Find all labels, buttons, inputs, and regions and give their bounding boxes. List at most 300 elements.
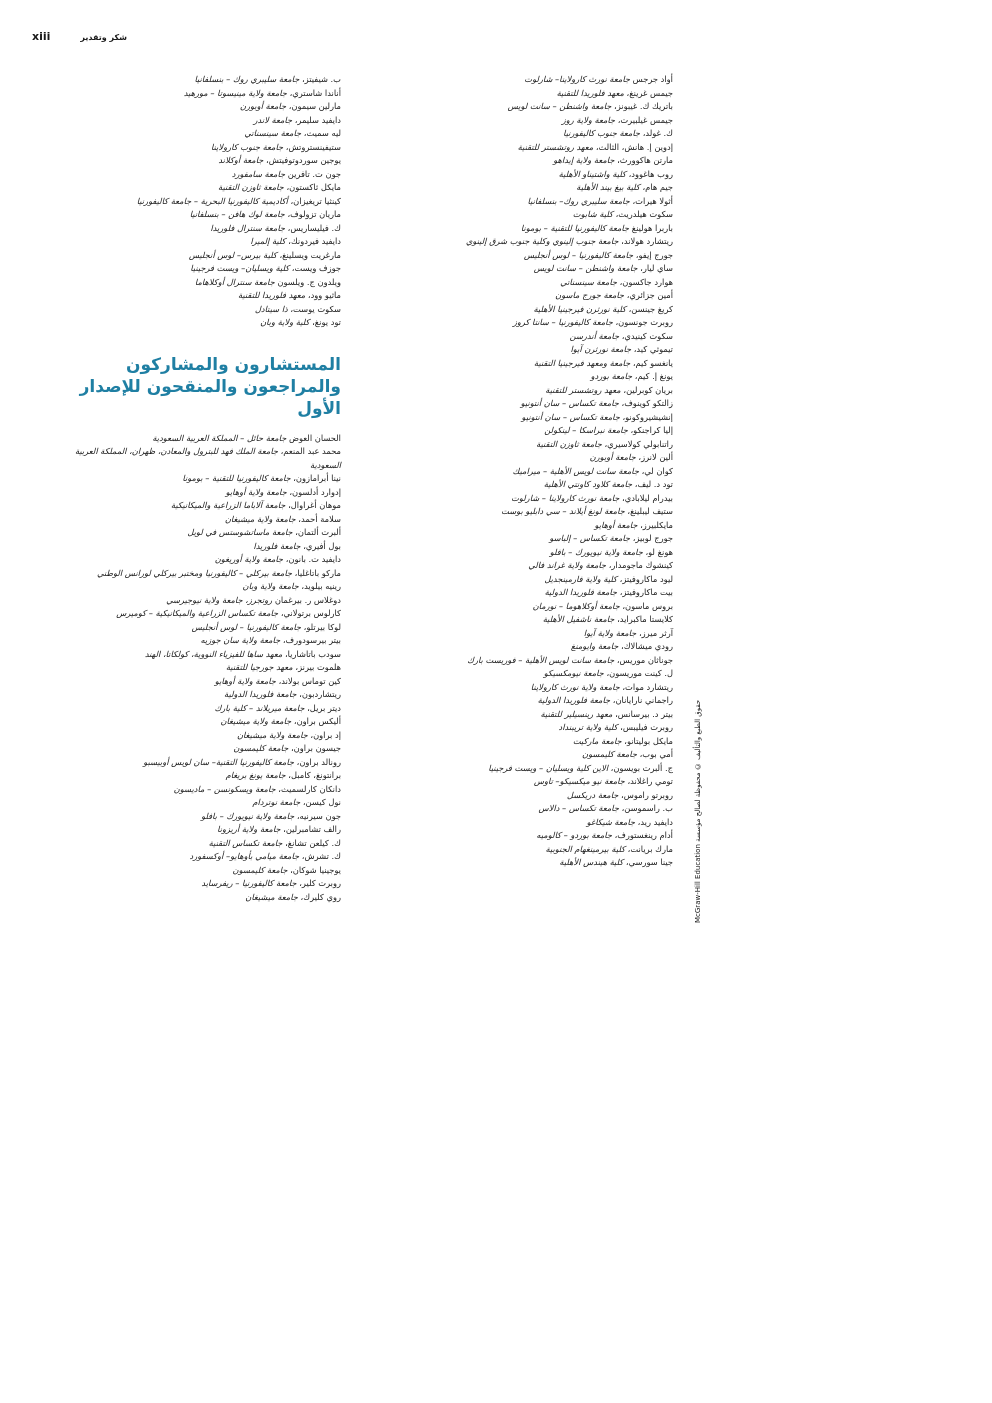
- reviewer-entry: [400, 249, 673, 263]
- reviewer-entry: [400, 181, 673, 195]
- reviewer-institution: معهد ساها للفيزياء النووية، كولكاتا، الهند: [144, 648, 283, 659]
- reviewer-institution: جامعة بيركلي – كاليفورنيا ومختبر بيركلي لورانس الوطني: [96, 567, 293, 578]
- reviewer-institution: معهد رينسيلير للتقنية: [540, 708, 613, 719]
- reviewer-name: ريتشارد موات،: [622, 681, 673, 692]
- reviewer-entry: [400, 681, 673, 695]
- reviewer-institution: جامعة فلوريدا الدولية: [544, 587, 618, 597]
- reviewer-institution: أكاديمية كاليفورنيا البحرية – جامعة كاليفورنيا: [136, 195, 288, 206]
- reviewer-entry: [52, 661, 341, 675]
- reviewer-entry: [400, 316, 673, 330]
- acknowledgements-left-column: [52, 73, 341, 904]
- reviewer-entry: [52, 594, 341, 608]
- reviewer-name: يوجين سوردوتوفيتش،: [266, 155, 341, 165]
- reviewer-entry: [52, 249, 341, 263]
- reviewer-entry: [52, 445, 341, 472]
- reviewer-entry: [52, 222, 341, 236]
- reviewer-name: هونغ لو،: [645, 546, 673, 557]
- reviewer-entry: [400, 127, 673, 141]
- reviewer-name: جيسون براون،: [290, 743, 341, 753]
- reviewer-entry: [400, 438, 673, 452]
- reviewer-name: روبرتو راموس،: [621, 789, 673, 800]
- running-title: شكر وتقدير: [80, 33, 128, 42]
- reviewer-institution: جامعة تكساس – سان أنتونيو: [521, 411, 620, 422]
- reviewer-entry: [52, 303, 341, 317]
- reviewer-entry: [400, 343, 673, 357]
- reviewer-entry: [52, 891, 341, 905]
- reviewer-name: كوان لي،: [641, 465, 673, 476]
- reviewer-entry: [400, 114, 673, 128]
- reviewer-institution: جامعة وايومنغ: [570, 641, 619, 651]
- reviewer-institution: جامعة ميامي بأوهايو– أوكسفورد: [189, 851, 300, 861]
- reviewer-institution: جامعة ولاية ميشيغان: [224, 513, 296, 524]
- reviewer-name: مايكل ثاكستون،: [286, 182, 341, 192]
- reviewer-entry: [52, 688, 341, 702]
- reviewer-institution: جامعة سليبري روك– بنسلفانيا: [527, 195, 630, 206]
- reviewer-entry: [52, 769, 341, 783]
- reviewer-name: أواد جرجس: [632, 74, 673, 84]
- reviewer-name: ألين لانرز،: [638, 452, 673, 462]
- reviewer-name: ك. غولد،: [642, 128, 673, 138]
- reviewer-name: مارغريت ويسلينغ،: [279, 249, 341, 260]
- reviewer-name: سكوت كينيدي،: [621, 330, 673, 341]
- reviewer-institution: جامعة أوكلاهوما – نورمان: [532, 600, 620, 611]
- reviewer-institution: جامعة تكساس – إلباسو: [549, 533, 631, 543]
- reviewer-entry: [400, 762, 673, 776]
- reviewer-name: مارتن هاكوورث،: [617, 155, 673, 165]
- reviewer-name: سكوت هيلدريث،: [615, 209, 673, 219]
- reviewer-entry: [400, 856, 673, 870]
- reviewer-entry: [52, 208, 341, 222]
- reviewer-entry: [52, 432, 341, 446]
- reviewer-institution: جامعة كاليفورنيا – لوس أنجليس: [191, 621, 302, 632]
- reviewer-name: محمد عبد المنعم،: [280, 446, 341, 456]
- reviewer-name: روب هاغوود،: [628, 168, 673, 179]
- reviewer-name: جيمس غرينغ،: [626, 87, 673, 98]
- reviewer-name: يانغسو كيم،: [632, 357, 673, 368]
- reviewer-entry: [400, 708, 673, 722]
- reviewer-entry: [400, 330, 673, 344]
- reviewer-name: ب. شيفيتز،: [301, 74, 341, 84]
- reviewer-name: ك. فيليساريس،: [287, 222, 341, 233]
- reviewer-entry: [52, 235, 341, 249]
- reviewer-institution: الاين كلية ويسليان – ويست فرجينيا: [488, 762, 608, 773]
- reviewer-name: ريتشاردبون،: [299, 689, 341, 699]
- reviewer-institution: جامعة نورثرن آيوا: [570, 344, 632, 354]
- reviewer-name: يونغ إ. كيم،: [634, 371, 673, 381]
- reviewer-name: بريان كوبرلين،: [623, 384, 673, 395]
- reviewer-institution: جامعة ميشيغان: [245, 891, 298, 902]
- reviewer-institution: جامعة نورث كارولاينا– شارلوت: [524, 74, 630, 84]
- reviewer-institution: جامعة سامفورد: [231, 168, 286, 179]
- reviewer-entry: [52, 100, 341, 114]
- reviewer-institution: جامعة أوبورن: [239, 101, 287, 111]
- reviewer-name: كلايستا ماكبرايد،: [617, 614, 673, 624]
- reviewer-entry: [400, 87, 673, 101]
- reviewer-institution: جامعة تكساس التقنية: [208, 837, 283, 848]
- reviewer-name: أمي بوب،: [639, 749, 673, 759]
- reviewer-institution: جامعة ولاية نيويورك – بافلو: [549, 546, 643, 557]
- reviewer-entry: [52, 168, 341, 182]
- reviewer-institution: معهد روتشستر للتقنية: [517, 141, 594, 152]
- reviewers-list-continued: [52, 73, 341, 330]
- reviewer-name: جون سيرنيه،: [296, 810, 341, 821]
- reviewer-name: إدوين إ. هانش، الثالث،: [595, 141, 673, 152]
- reviewer-institution: جامعة أوكلاند: [218, 155, 264, 165]
- reviewer-institution: كلية بيرس– لوس أنجليس: [188, 249, 277, 260]
- reviewer-entry: [400, 357, 673, 371]
- reviewer-name: دانكان كارلسميث،: [278, 783, 341, 794]
- reviewer-entry: [400, 276, 673, 290]
- reviewer-name: سودب باتاشاريا،: [284, 648, 341, 659]
- reviewer-name: دايفيد ت. بانون،: [285, 554, 341, 564]
- reviewer-institution: كلية بيغ بيند الأهلية: [576, 182, 640, 192]
- reviewer-institution: جامعة ولاية مينيسوتا – مورهيد: [183, 87, 287, 98]
- reviewer-institution: جامعة ولاية أوهايو: [214, 675, 276, 686]
- reviewer-name: باتريك ك. غيبونز،: [614, 101, 673, 111]
- reviewer-name: إنشيشيروكونو،: [622, 411, 673, 422]
- reviewer-institution: جامعة لاندر: [253, 114, 293, 125]
- copyright-side-note: حقوق الطبع والتأليف © محفوظة لصالح مؤسسة McGraw-Hill Education: [694, 700, 702, 924]
- reviewer-name: بيتر بيرسودورف،: [282, 635, 341, 645]
- reviewer-entry: [400, 816, 673, 830]
- reviewer-institution: معهد فلوريدا للتقنية: [556, 87, 624, 98]
- reviewer-institution: جامعة كاليفورنيا التقنية– سان لويس أوبيسبو: [143, 756, 295, 767]
- reviewer-entry: [52, 810, 341, 824]
- reviewer-institution: جامعة كاليفورنيا للتقنية – بومونا: [182, 473, 291, 483]
- reviewer-entry: [400, 168, 673, 182]
- reviewer-institution: معهد فلوريدا للتقنية: [237, 290, 306, 300]
- reviewer-entry: [52, 141, 341, 155]
- reviewer-entry: [52, 276, 341, 290]
- reviewer-name: ماريان تزولوف،: [287, 209, 341, 219]
- reviewer-name: ليود ماكاروفيتز،: [619, 573, 673, 584]
- reviewer-institution: كلية ولاية تريبنداد: [558, 722, 618, 732]
- reviewer-institution: جامعة ميريلاند – كلية بارك: [214, 702, 305, 713]
- reviewer-name: ك. كيلعن تشانغ،: [285, 837, 341, 848]
- reviewer-name: أناندا شاستري،: [289, 87, 341, 98]
- reviewer-institution: معهد جورجيا للتقنية: [225, 662, 293, 672]
- reviewer-institution: جامعة ولاية سان جوزيه: [200, 635, 281, 645]
- page-header: [32, 30, 127, 43]
- reviewer-institution: جامعة ولاية أريزونا: [217, 824, 281, 834]
- reviewer-name: آرثر ميرز،: [638, 627, 673, 638]
- reviewer-institution: جامعة سانت لويس الأهلية – ميراميك: [512, 465, 639, 476]
- reviewer-institution: جامعة ولاية ميشيغان: [220, 716, 292, 726]
- reviewer-entry: [400, 235, 673, 249]
- reviewer-entry: [52, 73, 341, 87]
- reviewer-name: ديتر بريل،: [307, 702, 341, 713]
- reviewer-entry: [400, 519, 673, 533]
- reviewer-entry: [52, 648, 341, 662]
- reviewer-name: ماركو باتاغليا،: [294, 567, 341, 578]
- reviewer-entry: [400, 586, 673, 600]
- reviewer-entry: [400, 627, 673, 641]
- reviewer-institution: جامعة سنترال فلوريدا: [210, 222, 286, 233]
- reviewer-name: تود د. ليف،: [634, 479, 673, 489]
- reviewer-entry: [400, 802, 673, 816]
- reviewer-name: نينا أبرامازون،: [293, 473, 341, 483]
- reviewer-institution: جامعة سينسناتي: [560, 276, 617, 287]
- reviewer-name: أليكس براون،: [293, 716, 341, 726]
- reviewer-entry: [400, 465, 673, 479]
- reviewer-name: تود يونغ،: [312, 317, 341, 327]
- reviewer-name: ويلدون ج. ويلسون: [277, 276, 341, 287]
- reviewer-institution: جامعة ولاية نورث كارولاينا: [530, 681, 620, 692]
- reviewer-institution: جامعة فلوريدا الدولية: [537, 695, 611, 705]
- reviewer-entry: [52, 567, 341, 581]
- reviewer-institution: جامعة جورج ماسون: [555, 290, 625, 300]
- reviewer-institution: جامعة الملك فهد للبترول والمعادن، ظهران، المملكة العربية السعودية: [74, 446, 341, 470]
- reviewer-entry: [400, 195, 673, 209]
- reviewer-name: يوجينيا شوكان،: [290, 864, 341, 875]
- reviewer-institution: جامعة أوهايو: [594, 519, 638, 530]
- reviewer-institution: جامعة آلاباما الزراعية والميكانيكية: [170, 500, 286, 510]
- reviewer-name: جورج لوبيز،: [632, 533, 673, 543]
- reviewer-institution: جامعة كليمسون: [233, 743, 289, 753]
- reviewer-institution: معهد روتشستر للتقنية: [545, 384, 621, 395]
- reviewer-entry: [52, 154, 341, 168]
- reviewer-entry: [52, 553, 341, 567]
- reviewer-name: ك. تشرش،: [301, 851, 341, 861]
- reviewer-name: روبرت كلير،: [299, 878, 341, 888]
- reviewer-institution: جامعة ولاية ميشيغان: [236, 729, 308, 740]
- reviewer-name: نول كيسن،: [302, 797, 341, 807]
- reviewer-entry: [400, 478, 673, 492]
- reviewer-institution: جامعة سينسناتي: [244, 128, 302, 138]
- reviewer-entry: [400, 532, 673, 546]
- reviewer-entry: [400, 100, 673, 114]
- reviewer-name: مايكلبيرز،: [640, 519, 673, 530]
- reviewer-institution: جامعة يونغ بريغام: [225, 770, 286, 780]
- reviewer-entry: [52, 472, 341, 486]
- reviewer-entry: [52, 316, 341, 330]
- reviewer-institution: جامعة ولاية وبان: [242, 581, 299, 591]
- reviewer-institution: جامعة كلاود كاونتي الأهلية: [543, 479, 633, 489]
- reviewer-entry: [400, 505, 673, 519]
- reviewer-entry: [52, 526, 341, 540]
- reviewer-name: رونالد براون،: [296, 756, 341, 767]
- reviewer-entry: [52, 127, 341, 141]
- reviewer-entry: [52, 580, 341, 594]
- reviewer-entry: [52, 114, 341, 128]
- reviewer-institution: كلية إلميرا: [250, 236, 286, 246]
- reviewer-institution: جامعة جنوب كارولاينا: [211, 141, 284, 152]
- reviewer-name: بيتر د. بيرسانس،: [615, 708, 673, 719]
- reviewer-entry: [52, 877, 341, 891]
- reviewer-entry: [400, 370, 673, 384]
- reviewer-name: هلموت بيرنز،: [295, 662, 341, 672]
- reviewer-institution: جامعة لونغ أيلاند – سي دابليو بوست: [501, 506, 625, 516]
- reviewer-name: باربرا هولينغ: [631, 222, 673, 233]
- reviewer-institution: جامعة سنترال أوكلاهاما: [194, 276, 275, 287]
- reviewer-institution: جامعة نبراسكا – لينكولن: [544, 425, 628, 435]
- reviewer-entry: [52, 634, 341, 648]
- reviewer-name: ريتشارد هولاند،: [621, 236, 673, 246]
- reviewer-entry: [52, 783, 341, 797]
- reviewer-institution: جامعة ولاية روز: [561, 114, 616, 125]
- reviewer-institution: جامعة ولاية أوريغون: [214, 554, 284, 564]
- reviewer-name: روبرت فيليبس،: [620, 722, 673, 732]
- reviewer-institution: كلية شابوت: [572, 209, 613, 219]
- reviewer-institution: جامعة كاليفورنيا – ريفرسايد: [201, 878, 297, 888]
- reviewer-name: موهان أغراوال،: [288, 500, 341, 510]
- reviewer-name: ليه سميث،: [303, 128, 341, 138]
- reviewer-entry: [52, 850, 341, 864]
- reviewer-institution: كلية ويسليان– ويست فرجينيا: [190, 263, 290, 273]
- reviewer-institution: جامعة ثاوزن التقنية: [536, 438, 602, 449]
- reviewer-institution: كلية هيندس الأهلية: [559, 857, 624, 867]
- reviewer-entry: [400, 654, 673, 668]
- reviewer-institution: كلية ولاية وبان: [260, 317, 310, 327]
- reviewer-name: جورج إيفو،: [635, 249, 673, 260]
- reviewer-institution: جامعة حائل – المملكة العربية السعودية: [152, 432, 287, 443]
- reviewer-entry: [52, 742, 341, 756]
- reviewer-name: كينثيا تريغيزان،: [290, 195, 341, 206]
- reviewer-entry: [52, 715, 341, 729]
- reviewer-entry: [52, 756, 341, 770]
- reviewer-name: جيمس غيلبيرت،: [617, 114, 673, 125]
- reviewer-name: تيموثي كيد،: [633, 344, 673, 354]
- reviewer-institution: جامعة واشنطن – سانت لويس: [507, 101, 612, 111]
- reviewer-name: ب. راسموسن،: [621, 803, 673, 813]
- reviewer-institution: جامعة نورث كارولاينا – شارلوت: [511, 492, 620, 503]
- reviewer-name: أثولا هيرات،: [632, 195, 673, 206]
- reviewer-name: ستيفينستروتش،: [285, 141, 341, 152]
- reviewer-institution: جامعة أندرسن: [569, 330, 620, 341]
- reviewer-institution: جامعة كليمسون: [232, 864, 288, 875]
- reviewer-entry: [400, 721, 673, 735]
- reviewer-entry: [400, 208, 673, 222]
- reviewer-institution: جامعة جنوب إلينوي وكلية جنوب شرق إلينوي: [465, 236, 619, 246]
- reviewer-name: الحسان العوض: [288, 432, 341, 443]
- reviewer-name: إدوارد أدلسون،: [289, 486, 341, 497]
- reviewer-institution: جامعة سليبري روك – بنسلفانيا: [194, 74, 300, 84]
- reviewer-entry: [400, 789, 673, 803]
- reviewer-entry: [52, 540, 341, 554]
- reviewer-entry: [400, 397, 673, 411]
- reviewer-name: رينيه بيلويد،: [301, 581, 341, 591]
- reviewer-name: بيدرام ليلابادي،: [622, 492, 673, 503]
- reviewer-name: رالف تشامبرلين،: [283, 824, 341, 834]
- reviewer-institution: جامعة ويسكونسن – ماديسون: [173, 783, 276, 794]
- reviewer-name: ساي ليار،: [640, 263, 673, 273]
- reviewer-name: مارك بريانت،: [627, 843, 673, 854]
- reviewer-name: دايفيد فيردونك،: [288, 236, 341, 246]
- reviewer-name: دايفيد ريد،: [637, 816, 673, 827]
- reviewer-entry: [400, 573, 673, 587]
- reviewer-entry: [52, 796, 341, 810]
- reviewer-entry: [52, 262, 341, 276]
- reviewer-name: ستيف ليبلينغ،: [627, 506, 673, 516]
- reviewer-institution: كلية ولاية فارمينجديل: [544, 573, 618, 584]
- reviewer-entry: [52, 837, 341, 851]
- reviewer-name: بيت ماكاروفيتز،: [619, 587, 673, 597]
- reviewer-entry: [52, 864, 341, 878]
- reviewer-name: ألبرت ألتمان،: [295, 527, 341, 537]
- reviewer-institution: جامعة فلوريدا: [253, 540, 301, 551]
- reviewer-entry: [52, 702, 341, 716]
- reviewer-entry: [52, 823, 341, 837]
- reviewer-entry: [52, 675, 341, 689]
- reviewer-name: راجماني نارايانان،: [612, 695, 673, 705]
- reviewer-name: بروس ماسون،: [622, 600, 673, 611]
- reviewer-name: ل. كينت موريسون،: [606, 668, 673, 678]
- reviewer-institution: جامعة بوردو – كالوميه: [536, 830, 612, 840]
- reviewer-name: كين توماس بولاند،: [278, 675, 341, 686]
- reviewer-name: كينشوك ماجومدار،: [608, 560, 673, 570]
- reviewer-institution: جامعة فلوريدا الدولية: [224, 689, 297, 699]
- reviewer-entry: [400, 303, 673, 317]
- reviewer-name: روبرت جونسون،: [615, 317, 673, 327]
- reviewer-entry: [400, 748, 673, 762]
- reviewer-entry: [400, 735, 673, 749]
- reviewer-name: إليا كراجنكو،: [630, 425, 673, 435]
- reviewer-institution: جامعة دريكسل: [566, 789, 619, 800]
- reviewer-entry: [400, 600, 673, 614]
- reviewer-name: أمين جزائري،: [626, 290, 673, 300]
- reviewer-name: ج. ألبرت بويسون،: [610, 762, 673, 773]
- reviewer-name: جوزف ويست،: [291, 263, 341, 273]
- reviewer-institution: ذا سيتادل: [254, 303, 288, 314]
- reviewer-institution: روتجرز، جامعة ولاية نيوجيرسي: [166, 594, 273, 605]
- reviewer-entry: [400, 262, 673, 276]
- reviewer-entry: [52, 289, 341, 303]
- reviewer-entry: [52, 87, 341, 101]
- reviewer-entry: [400, 73, 673, 87]
- page-number: xiii: [32, 30, 51, 43]
- reviewer-institution: جامعة نوتردام: [252, 797, 301, 807]
- reviewer-name: تومي راغلاند،: [627, 776, 673, 786]
- reviewer-entry: [400, 451, 673, 465]
- reviewer-institution: جامعة كاليفورنيا للتقنية – بومونا: [520, 222, 630, 233]
- reviewer-name: أدام رينغستورف،: [614, 830, 673, 840]
- reviewer-name: كريغ جينسن،: [628, 303, 673, 314]
- reviewer-institution: جامعة نيومكسيكو: [543, 668, 604, 678]
- reviewer-institution: جامعة واشنطن – سانت لويس: [533, 263, 638, 273]
- reviewer-institution: جامعة تكساس – سان أنتونيو: [520, 398, 619, 408]
- reviewer-entry: [52, 181, 341, 195]
- reviewer-entry: [400, 411, 673, 425]
- reviewer-name: جيم هام،: [642, 182, 673, 192]
- reviewer-entry: [400, 843, 673, 857]
- reviewer-institution: جامعة كليمسون: [582, 749, 637, 759]
- reviewer-name: ماثيو وود،: [307, 290, 341, 300]
- reviewer-institution: جامعة ماركيت: [572, 735, 622, 746]
- reviewer-institution: جامعة أوبورن: [589, 452, 636, 462]
- reviewer-name: مارلين سيمون،: [288, 101, 341, 111]
- reviewer-name: جينا سورسي،: [625, 857, 673, 867]
- reviewer-institution: جامعة بوردو: [590, 371, 633, 381]
- reviewer-name: برانتونغ، كامبل،: [288, 770, 341, 780]
- reviewer-institution: جامعة تكساس الزراعية والميكانيكية – كوميرس: [116, 608, 279, 618]
- reviewer-institution: جامعة سانت لويس الأهلية – فوريست بارك: [467, 654, 615, 665]
- reviewer-name: لوكا بيرتلو،: [303, 621, 341, 632]
- reviewer-institution: جامعة ماساتشوستس في لويل: [187, 527, 293, 537]
- reviewer-name: سلامة أحمد،: [298, 513, 341, 524]
- reviewer-entry: [400, 492, 673, 506]
- reviewer-institution: جامعة ولاية أوهايو: [225, 486, 287, 497]
- reviewer-entry: [400, 667, 673, 681]
- reviewer-entry: [400, 559, 673, 573]
- reviewer-entry: [52, 607, 341, 621]
- reviewer-name: جوناثان موريس،: [616, 654, 673, 665]
- reviewer-institution: جامعة شيكاغو: [586, 816, 635, 827]
- reviewer-institution: جامعة لوك هافن – بنسلفانيا: [189, 209, 285, 219]
- reviewer-institution: كلية نورثرن فيرجينيا الأهلية: [533, 303, 626, 314]
- reviewer-entry: [400, 141, 673, 155]
- reviewer-institution: جامعة ثاوزن التقنية: [218, 182, 284, 192]
- reviewer-name: جون ت. تافرين: [287, 168, 341, 179]
